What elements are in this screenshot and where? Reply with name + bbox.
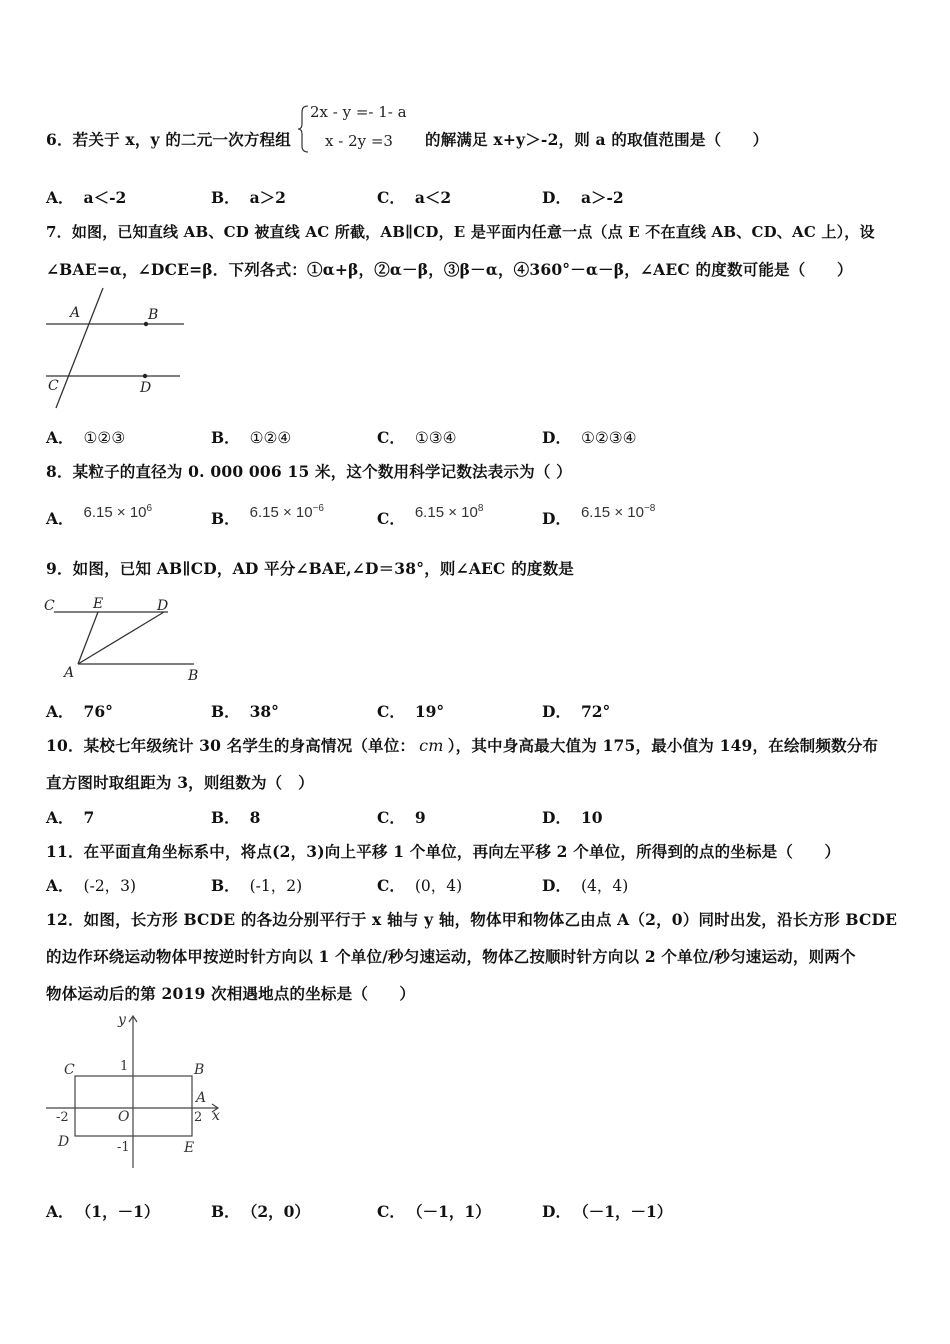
q12-stem-line-1: 12．如图，长方形 BCDE 的各边分别平行于 x 轴与 y 轴，物体甲和物体乙由点 A（2，0）同时出发，沿长方形 BCDE [46,910,898,929]
q7-label-d: D [140,380,152,396]
q12-tick-neg-1: -1 [117,1140,130,1155]
q7-option-b[interactable]: B． ①②④ [211,428,292,447]
q10-option-d[interactable]: D． 10 [542,808,603,827]
q8-option-b[interactable]: B． $6.15 \times 10^{-6}$ [211,502,324,528]
q10-option-c[interactable]: C． 9 [377,808,426,827]
q12-option-c[interactable]: C． （－1，1） [377,1202,491,1221]
q11-option-c[interactable]: C． (0，4) [377,876,463,895]
q12-tick-2: 2 [194,1110,203,1125]
q12-option-b[interactable]: B． （2，0） [211,1202,310,1221]
q12-stem-line-2: 的边作环绕运动物体甲按逆时针方向以 1 个单位/秒匀速运动，物体乙按顺时针方向以 2 个单位/秒匀速运动，则两个 [46,947,856,966]
q7-option-a[interactable]: A． ①②③ [46,428,126,447]
q6-option-c[interactable]: C． a＜2 [377,188,452,207]
q11-stem: 11．在平面直角坐标系中，将点(2，3)向上平移 1 个单位，再向左平移 2 个单位，所得到的点的坐标是（ ） [46,842,841,861]
q6-stem-before: 6．若关于 x，y 的二元一次方程组 [46,130,291,149]
q12-label-y: y [118,1012,126,1028]
q12-label-a: A [196,1090,207,1106]
q9-segment-ad [78,612,164,664]
q7-figure [44,286,189,412]
q6-stem [46,128,291,150]
q11-option-a[interactable]: A． (-2，3) [46,876,137,895]
q9-label-c: C [44,598,55,614]
q12-stem-line-3: 物体运动后的第 2019 次相遇地点的坐标是（ ） [46,984,416,1003]
q12-option-a[interactable]: A． （1，－1） [46,1202,160,1221]
q9-label-a: A [64,665,75,681]
q7-label-b: B [148,307,159,323]
q12-tick-neg-2: -2 [56,1110,69,1125]
q10-stem-line-2: 直方图时取组距为 3，则组数为（ ） [46,773,314,792]
q7-stem-line-2: ∠BAE=α，∠DCE=β．下列各式：①α+β，②α－β，③β－α，④360°－α－β，∠AEC 的度数可能是（ ） [46,260,853,279]
q6-option-d[interactable]: D． a＞-2 [542,188,624,207]
q12-option-d[interactable]: D． （－1，－1） [542,1202,673,1221]
q6-stem-after: 的解满足 x+y＞-2，则 a 的取值范围是（ ） [425,130,769,149]
q8-option-d[interactable]: D． $6.15 \times 10^{-8}$ [542,502,656,528]
q12-coordinate-figure [40,1008,230,1172]
q9-label-d: D [157,598,169,614]
q12-tick-1: 1 [120,1059,129,1074]
q9-segment-ae [78,612,98,664]
q8-option-a[interactable]: A． $6.15 \times 10^6$ [46,502,153,528]
q12-label-d: D [58,1134,70,1150]
q7-option-c[interactable]: C． ①③④ [377,428,457,447]
q8-option-c[interactable]: C． $6.15 \times 10^8$ [377,502,484,528]
q6-brace [296,104,310,154]
q6-option-a[interactable]: A． a＜-2 [46,188,127,207]
q10-unit: cm [419,736,444,755]
q9-stem: 9．如图，已知 AB∥CD，AD 平分∠BAE,∠D＝38°，则∠AEC 的度数是 [46,559,574,578]
q10-option-b[interactable]: B． 8 [211,808,261,827]
q7-option-d[interactable]: D． ①②③④ [542,428,637,447]
q12-label-x: x [212,1108,220,1124]
q11-option-d[interactable]: D． (4，4) [542,876,629,895]
q9-figure [42,594,208,686]
q9-option-d[interactable]: D． 72° [542,702,611,721]
q6-equation-1: 2x - y =- 1- a [310,103,407,121]
q11-option-b[interactable]: B． (-1，2) [211,876,303,895]
q6-option-b[interactable]: B． a＞2 [211,188,286,207]
q12-label-b: B [194,1062,205,1078]
q7-stem-line-1: 7．如图，已知直线 AB、CD 被直线 AC 所截，AB∥CD，E 是平面内任意一点（点 E 不在直线 AB、CD、AC 上），设 [46,223,875,241]
q12-label-c: C [64,1062,75,1078]
q7-point-d [143,374,147,378]
q7-label-c: C [48,378,59,394]
q10-stem-line-1: 10．某校七年级统计 30 名学生的身高情况（单位： cm ），其中身高最大值为 175，最小值为 149，在绘制频数分布 [46,736,879,755]
q9-label-e: E [93,596,104,612]
q8-stem: 8．某粒子的直径为 0. 000 006 15 米，这个数用科学记数法表示为（ ） [46,462,572,481]
q6-equation-2: x - 2y =3 [325,132,393,150]
q7-label-a: A [70,305,81,321]
q12-label-o: O [118,1109,130,1125]
q10-option-a[interactable]: A． 7 [46,808,95,827]
q9-label-b: B [188,668,199,684]
q9-option-a[interactable]: A． 76° [46,702,113,721]
q9-option-b[interactable]: B． 38° [211,702,279,721]
q12-label-e: E [184,1140,195,1156]
q9-option-c[interactable]: C． 19° [377,702,445,721]
